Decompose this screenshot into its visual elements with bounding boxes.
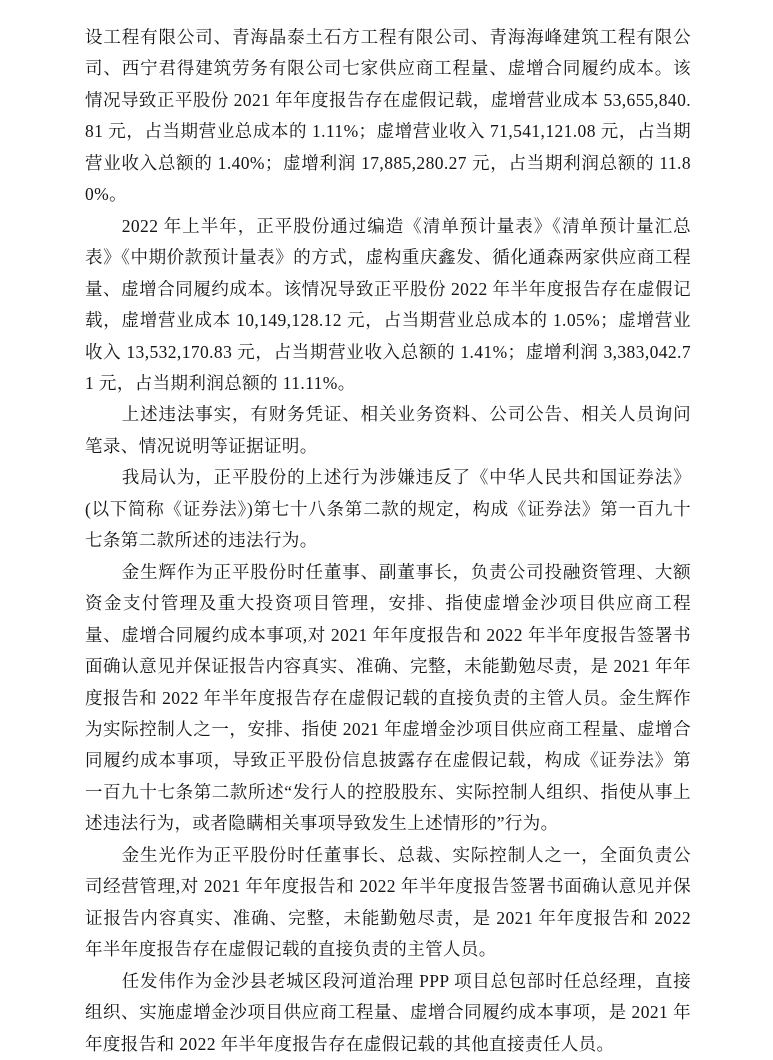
paragraph-ren-fawei-responsibility: 任发伟作为金沙县老城区段河道治理 PPP 项目总包部时任总经理，直接组织、实施虚增金沙项目供应商工程量、虚增合同履约成本事项，是 2021 年年度报告和 2022 年半年度报告存在虚假记载的其他直接责任人员。: [85, 970, 691, 1054]
paragraph-evidence: 上述违法事实，有财务凭证、相关业务资料、公司公告、相关人员询问笔录、情况说明等证据证明。: [85, 404, 691, 456]
paragraph-2022-half-year-report: 2022 年上半年，正平股份通过编造《清单预计量表》《清单预计量汇总表》《中期价款预计量表》的方式，虚构重庆鑫发、循化通森两家供应商工程量、虚增合同履约成本。该情况导致正平股份 2022 年半年度报告存在虚假记载，虚增营业成本 10,149,128.12 元，占当期营业总成本的 1.05%；虚增营业收入 13,532,170.83 元，占当期营业收入总额的 1.41%；虚增利润 3,383,042.71 元，占当期利润总额的 11.11%。: [85, 215, 691, 393]
document-text-block: [85, 22, 691, 1060]
paragraph-jin-shengguang-responsibility: 金生光作为正平股份时任董事长、总裁、实际控制人之一，全面负责公司经营管理,对 2021 年年度报告和 2022 年半年度报告签署书面确认意见并保证报告内容真实、准确、完整，未能勤勉尽责，是 2021 年年度报告和 2022 年半年度报告存在虚假记载的直接负责的主管人员。: [85, 844, 691, 960]
paragraph-jin-shenghui-responsibility: 金生辉作为正平股份时任董事、副董事长，负责公司投融资管理、大额资金支付管理及重大投资项目管理，安排、指使虚增金沙项目供应商工程量、虚增合同履约成本事项,对 2021 年年度报告和 2022 年半年度报告签署书面确认意见并保证报告内容真实、准确、完整，未能勤勉尽责，是 2021 年年度报告和 2022 年半年度报告存在虚假记载的直接负责的主管人员。金生辉作为实际控制人之一，安排、指使 2021 年虚增金沙项目供应商工程量、虚增合同履约成本事项，导致正平股份信息披露存在虚假记载，构成《证券法》第一百九十七条第二款所述“发行人的控股股东、实际控制人组织、指使从事上述违法行为，或者隐瞒相关事项导致发生上述情形的”行为。: [85, 561, 691, 834]
paragraph-continuation-2021-annual-report: 设工程有限公司、青海晶泰土石方工程有限公司、青海海峰建筑工程有限公司、西宁君得建筑劳务有限公司七家供应商工程量、虚增合同履约成本。该情况导致正平股份 2021 年年度报告存在虚假记载，虚增营业成本 53,655,840.81 元，占当期营业总成本的 1.11%；虚增营业收入 71,541,121.08 元，占当期营业收入总额的 1.40%；虚增利润 17,885,280.27 元，占当期利润总额的 11.80%。: [85, 27, 691, 205]
paragraph-legal-finding: 我局认为，正平股份的上述行为涉嫌违反了《中华人民共和国证券法》(以下简称《证券法》)第七十八条第二款的规定，构成《证券法》第一百九十七条第二款所述的违法行为。: [85, 467, 691, 551]
